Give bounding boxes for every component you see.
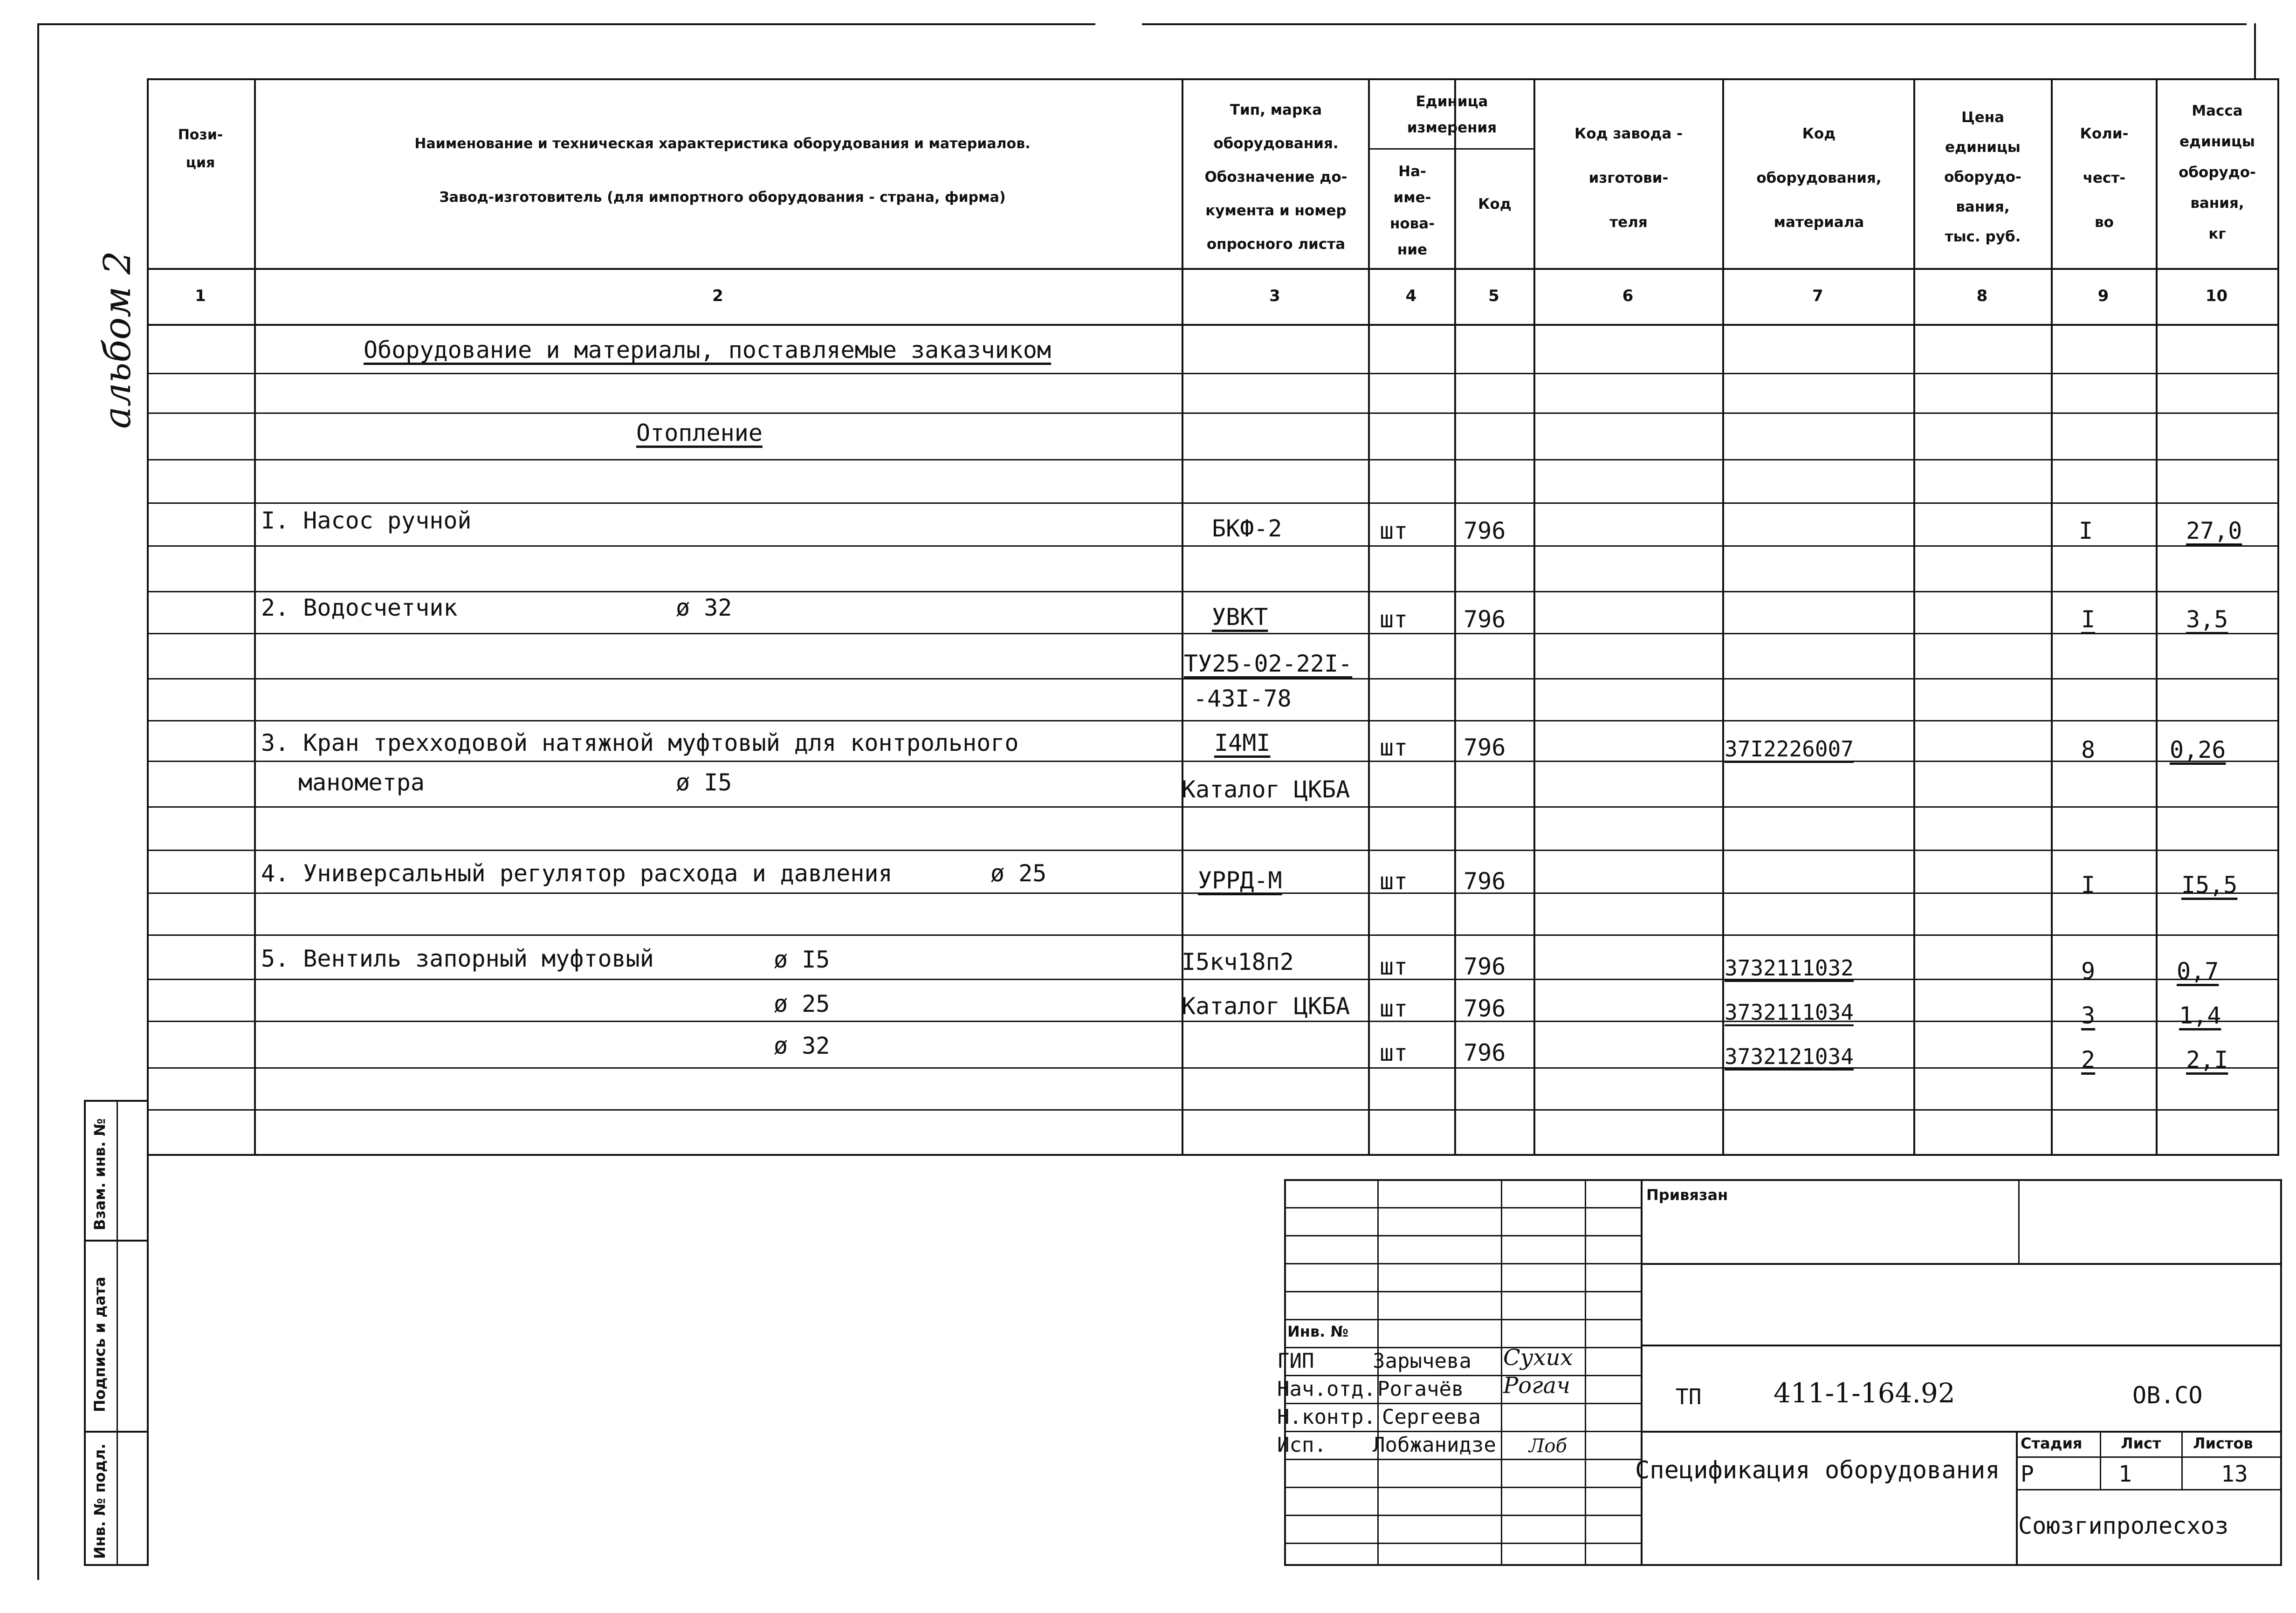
item-type: УВКТ	[1212, 604, 1268, 631]
item-type: УРРД-М	[1198, 867, 1282, 894]
item-unit: шт	[1380, 995, 1408, 1022]
col-number: 5	[1488, 287, 1499, 305]
col-number: 6	[1622, 287, 1634, 305]
item-unit-code: 796	[1464, 734, 1506, 761]
item-name-cont: манометра	[298, 769, 425, 796]
doc-prefix: ТП	[1676, 1384, 1702, 1409]
item-mass: 3,5	[2186, 606, 2228, 633]
col-number: 10	[2205, 287, 2228, 305]
header-maker-code: Код завода - изготови- теля	[1574, 125, 1683, 231]
item-mass: 0,7	[2177, 958, 2219, 985]
header-mass: Масса единицы оборудо- вания, кг	[2179, 103, 2256, 242]
col-number: 2	[712, 287, 723, 305]
item-qty: I	[2079, 517, 2093, 544]
item-unit-code: 796	[1464, 953, 1506, 980]
header-type: Тип, марка оборудования. Обозначение до- кумента и номер опросного листа	[1204, 102, 1347, 253]
item-type-line3: -43I-78	[1193, 685, 1292, 712]
item-dn: ø 25	[990, 860, 1047, 887]
sheet-code: ОВ.СО	[2132, 1382, 2203, 1409]
item-qty: 2	[2081, 1046, 2096, 1073]
item-mass: 0,26	[2170, 736, 2226, 763]
item-qty: 8	[2081, 736, 2096, 763]
item-mass: 2,I	[2186, 1046, 2228, 1073]
margin-note: альбом 2	[96, 251, 139, 429]
signature: Сухих	[1503, 1345, 1573, 1371]
person-name: Сергеева	[1382, 1405, 1481, 1429]
item-qty: 9	[2081, 958, 2096, 985]
header-name-line2: Завод-изготовитель (для импортного оборудования - страна, фирма)	[439, 189, 1006, 206]
side-stamp-signature: Подпись и дата	[91, 1277, 109, 1412]
person-name: Лобжанидзе	[1373, 1433, 1496, 1457]
header-unit-code: Код	[1478, 196, 1512, 213]
subsection-title: Отопление	[636, 419, 763, 446]
item-type: I4МI	[1214, 729, 1271, 756]
col-number: 4	[1405, 287, 1417, 305]
item-unit-code: 796	[1464, 606, 1506, 633]
item-type-line2: ТУ25-02-22I-	[1184, 650, 1353, 677]
stage-value: Р	[2021, 1461, 2034, 1487]
item-dn: ø I5	[774, 946, 830, 973]
header-unit-name: На- име- нова- ние	[1389, 163, 1435, 258]
inventory-label: Инв. №	[1287, 1323, 1348, 1340]
header-equipment-code: Код оборудования, материала	[1756, 125, 1882, 231]
role-label: Исп.	[1277, 1433, 1327, 1457]
header-position: Пози- ция	[178, 127, 223, 171]
col-number: 3	[1269, 287, 1280, 305]
item-mass: 1,4	[2179, 1002, 2221, 1029]
doc-number: 411-1-164.92	[1774, 1377, 1955, 1409]
item-eq-code: 37I2226007	[1725, 736, 1854, 762]
col-number: 8	[1976, 287, 1988, 305]
item-type: Каталог ЦКБА	[1182, 993, 1350, 1020]
item-dn: ø 25	[774, 990, 830, 1017]
privyazan-label: Привязан	[1646, 1186, 1728, 1204]
item-dn: ø 32	[774, 1032, 830, 1059]
item-name: 3. Кран трехходовой натяжной муфтовый для контрольного	[261, 729, 1019, 756]
item-qty: I	[2081, 606, 2096, 633]
item-name: 5. Вентиль запорный муфтовый	[261, 945, 654, 972]
doc-title: Спецификация оборудования	[1635, 1456, 2000, 1484]
sheet-label: Лист	[2121, 1435, 2161, 1452]
role-label: Нач.отд.	[1277, 1377, 1376, 1401]
person-name: Зарычева	[1373, 1349, 1471, 1373]
item-eq-code: 3732121034	[1725, 1044, 1854, 1069]
item-type: БКФ-2	[1212, 515, 1282, 542]
sheets-value: 13	[2221, 1461, 2248, 1487]
item-mass: 27,0	[2186, 517, 2242, 544]
sheet-value: 1	[2118, 1461, 2132, 1487]
signature: Лоб	[1529, 1435, 1567, 1457]
header-price: Цена единицы оборудо- вания, тыс. руб.	[1944, 109, 2021, 245]
item-unit-code: 796	[1464, 868, 1506, 895]
header-unit-group: Единица измерения	[1407, 93, 1497, 136]
item-mass: I5,5	[2181, 872, 2238, 899]
item-unit: шт	[1380, 606, 1408, 633]
item-eq-code: 3732111034	[1725, 1000, 1854, 1025]
sheets-label: Листов	[2193, 1435, 2253, 1452]
item-qty: I	[2081, 872, 2096, 899]
item-unit: шт	[1380, 868, 1408, 895]
item-qty: 3	[2081, 1002, 2096, 1029]
header-name-line1: Наименование и техническая характеристика оборудования и материалов.	[414, 136, 1031, 152]
item-unit: шт	[1380, 734, 1408, 761]
item-dn: ø 32	[676, 594, 732, 621]
item-type: I5кч18п2	[1182, 948, 1294, 975]
item-unit: шт	[1380, 517, 1408, 544]
item-name: I. Насос ручной	[261, 507, 472, 534]
section-title: Оборудование и материалы, поставляемые заказчиком	[364, 336, 1052, 364]
person-name: Рогачёв	[1377, 1377, 1464, 1401]
organization: Союзгипролесхоз	[2018, 1512, 2229, 1539]
signature: Рогач	[1503, 1373, 1570, 1399]
header-quantity: Коли- чест- во	[2080, 125, 2129, 231]
item-type-cont: Каталог ЦКБА	[1182, 776, 1350, 803]
side-stamp-inventory: Инв. № подл.	[91, 1443, 109, 1559]
col-number: 1	[195, 287, 206, 305]
role-label: ГИП	[1277, 1349, 1314, 1373]
item-eq-code: 3732111032	[1725, 955, 1854, 981]
item-unit: шт	[1380, 1039, 1408, 1066]
item-dn: ø I5	[676, 769, 732, 796]
item-unit-code: 796	[1464, 1039, 1506, 1066]
col-number: 7	[1812, 287, 1823, 305]
item-unit-code: 796	[1464, 517, 1506, 544]
col-number: 9	[2097, 287, 2109, 305]
item-name: 2. Водосчетчик	[261, 594, 458, 621]
role-label: Н.контр.	[1277, 1405, 1376, 1429]
stage-label: Стадия	[2021, 1435, 2083, 1452]
item-name: 4. Универсальный регулятор расхода и давления	[261, 860, 893, 887]
item-unit-code: 796	[1464, 995, 1506, 1022]
side-stamp-replaced: Взам. инв. №	[91, 1118, 109, 1230]
item-unit: шт	[1380, 953, 1408, 980]
